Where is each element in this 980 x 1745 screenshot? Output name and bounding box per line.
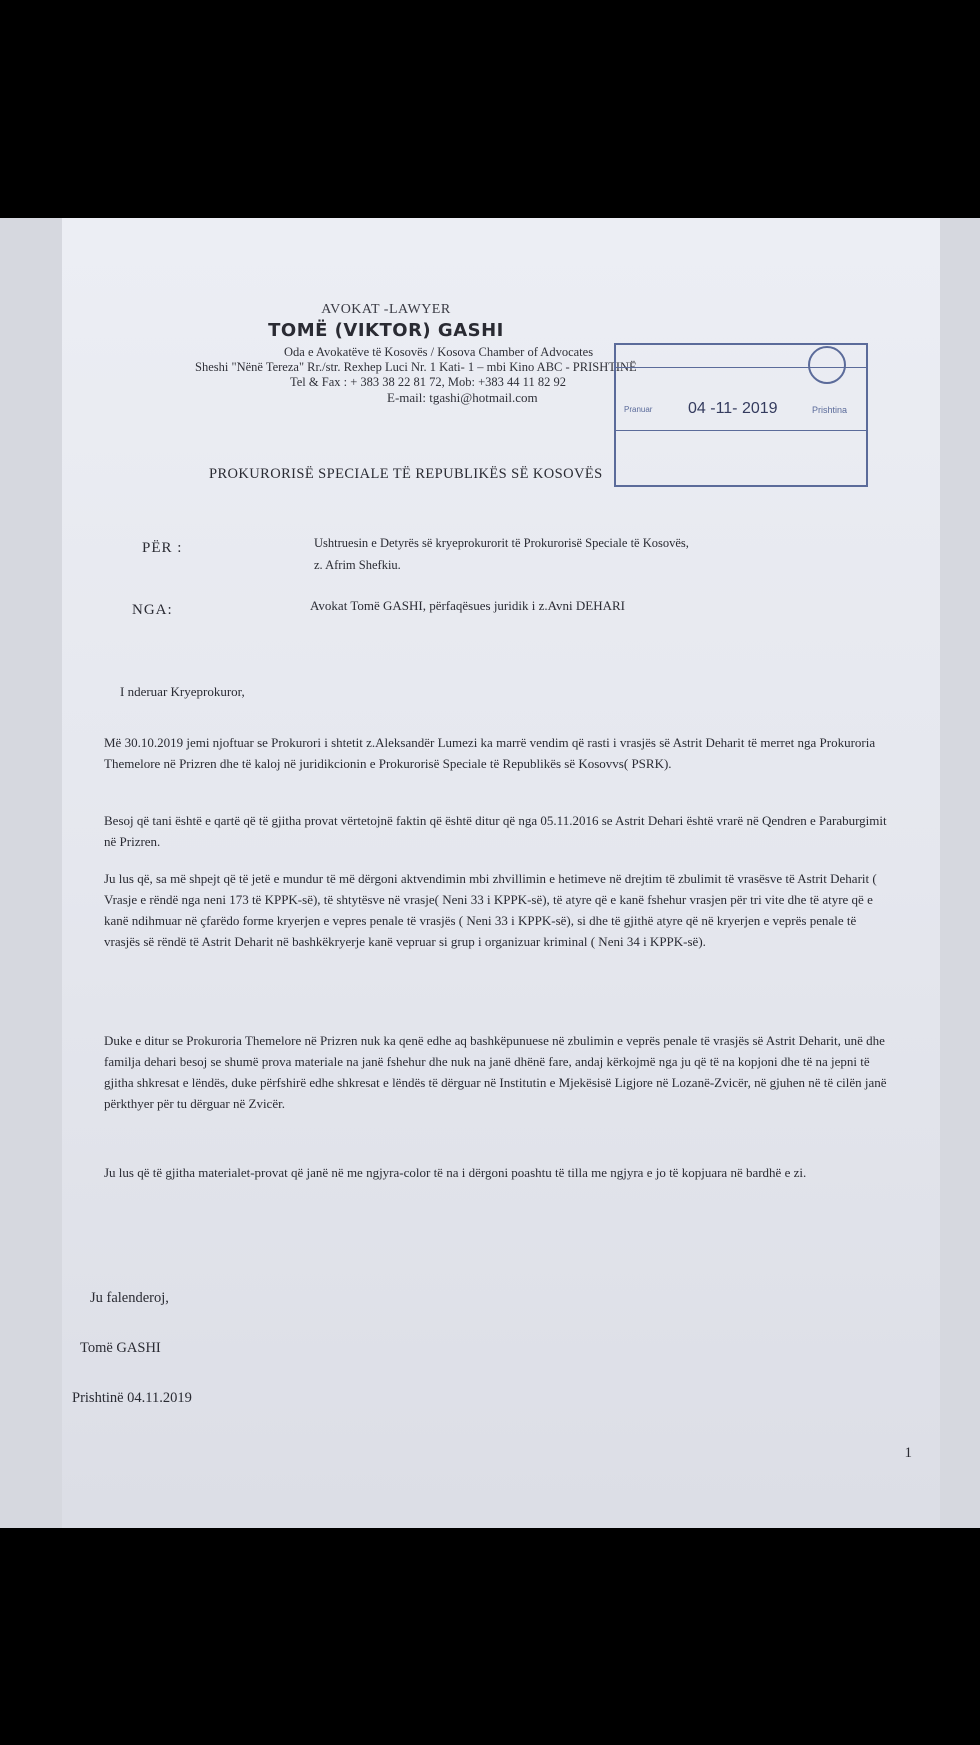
seal-icon [808,346,846,384]
closing: Ju falenderoj, [90,1290,169,1306]
salutation: I nderuar Kryeprokuror, [120,684,245,699]
stamp-city: Prishtina [812,405,848,415]
letterhead-email: E-mail: tgashi@hotmail.com [387,390,538,405]
paragraph-4: Duke e ditur se Prokuroria Themelore në Prizren nuk ka qenë edhe aq bashkëpunuese në zbulimin e veprës penale të vrasjës së Astrit Deharit, unë dhe familja dehari besoj se shumë prova materiale na janë fshehur dhe nuk na janë dhënë fare, andaj kërkojmë nga ju që të na kopjoni dhe të na jepni të gjitha shkresat e lëndës, duke përfshirë edhe shkresat e lëndës të dërguar në Institutin e Mjekësisë Ligjore në Lozanë-Zvicër, në gjuhen në të cilën janë përkthyer për tu dërguar në Zvicër. [104,1033,887,1111]
letterhead-title: AVOKAT -LAWYER [321,302,451,317]
letterhead-name: TOMË (VIKTOR) GASHI [268,320,504,341]
paragraph-1: Më 30.10.2019 jemi njoftuar se Prokurori i shtetit z.Aleksandër Lumezi ka marrë vendim që rasti i vrasjës së Astrit Deharit të merret nga Prokuroria Themelore në Prizren dhe të kaloj në juridikcionin e Prokurorisë Speciale të Republikës së Kosovvs( PSRK). [104,735,876,771]
paragraph-5: Ju lus që të gjitha materialet-provat që janë në me ngjyra-color të na i dërgoni poashtu të tilla me ngjyra e jo të kopjuara në bardhë e zi. [104,1165,807,1180]
from-text: Avokat Tomë GASHI, përfaqësues juridik i z.Avni DEHARI [310,598,626,613]
paragraph-2: Besoj që tani është e qartë që të gjitha provat vërtetojnë faktin që është ditur që nga 05.11.2016 se Astrit Dehari është vrarë në Qendren e Paraburgimit në Prizren. [104,813,887,849]
to-line-1: Ushtruesin e Detyrës së kryeprokurorit të Prokurorisë Speciale të Kosovës, [314,536,689,550]
from-label: NGA: [132,602,173,618]
letterhead-address: Sheshi "Nënë Tereza" Rr./str. Rexhep Luci Nr. 1 Kati- 1 – mbi Kino ABC - PRISHTINË [195,360,637,374]
stamp-date: 04 -11- 2019 [688,400,778,417]
paragraph-3: Ju lus që, sa më shpejt që të jetë e mundur të më dërgoni aktvendimin mbi zhvillimin e hetimeve në drejtim të zbulimit të vrasësve të Astrit Deharit ( Vrasje e rëndë nga neni 173 të KPPK-së), të shtytësve në vrasje( Neni 33 i KPPK-së), të atyre që e kanë fshehur vrasjen për tri vite dhe të atyre që e kanë ndihmuar në çfarëdo forme kryerjen e vepres penale të vrasjës ( Neni 33 i KPPK-së), si dhe të gjithë atyre që në kryerjen e veprës penale të vrasjës së rëndë të Astrit Deharit në bashkëkryerje kanë vepruar si grup i organizuar kriminal ( Neni 34 i KPPK-së). [104,871,877,949]
letterhead-chamber: Oda e Avokatëve të Kosovës / Kosova Chamber of Advocates [284,345,594,359]
signature-name: Tomë GASHI [80,1340,161,1356]
to-line-2: z. Afrim Shefkiu. [314,558,401,572]
stamp-grid [616,430,866,459]
addressee: PROKURORISË SPECIALE TË REPUBLIKËS SË KOSOVËS [209,466,603,482]
letterhead-tel: Tel & Fax : + 383 38 22 81 72, Mob: +383 44 11 82 92 [290,375,566,389]
stamp-received-label: Pranuar [624,405,653,414]
page-number: 1 [904,1445,912,1461]
place-date: Prishtinë 04.11.2019 [72,1390,192,1406]
to-label: PËR : [142,540,183,556]
letter-page [62,218,940,1528]
